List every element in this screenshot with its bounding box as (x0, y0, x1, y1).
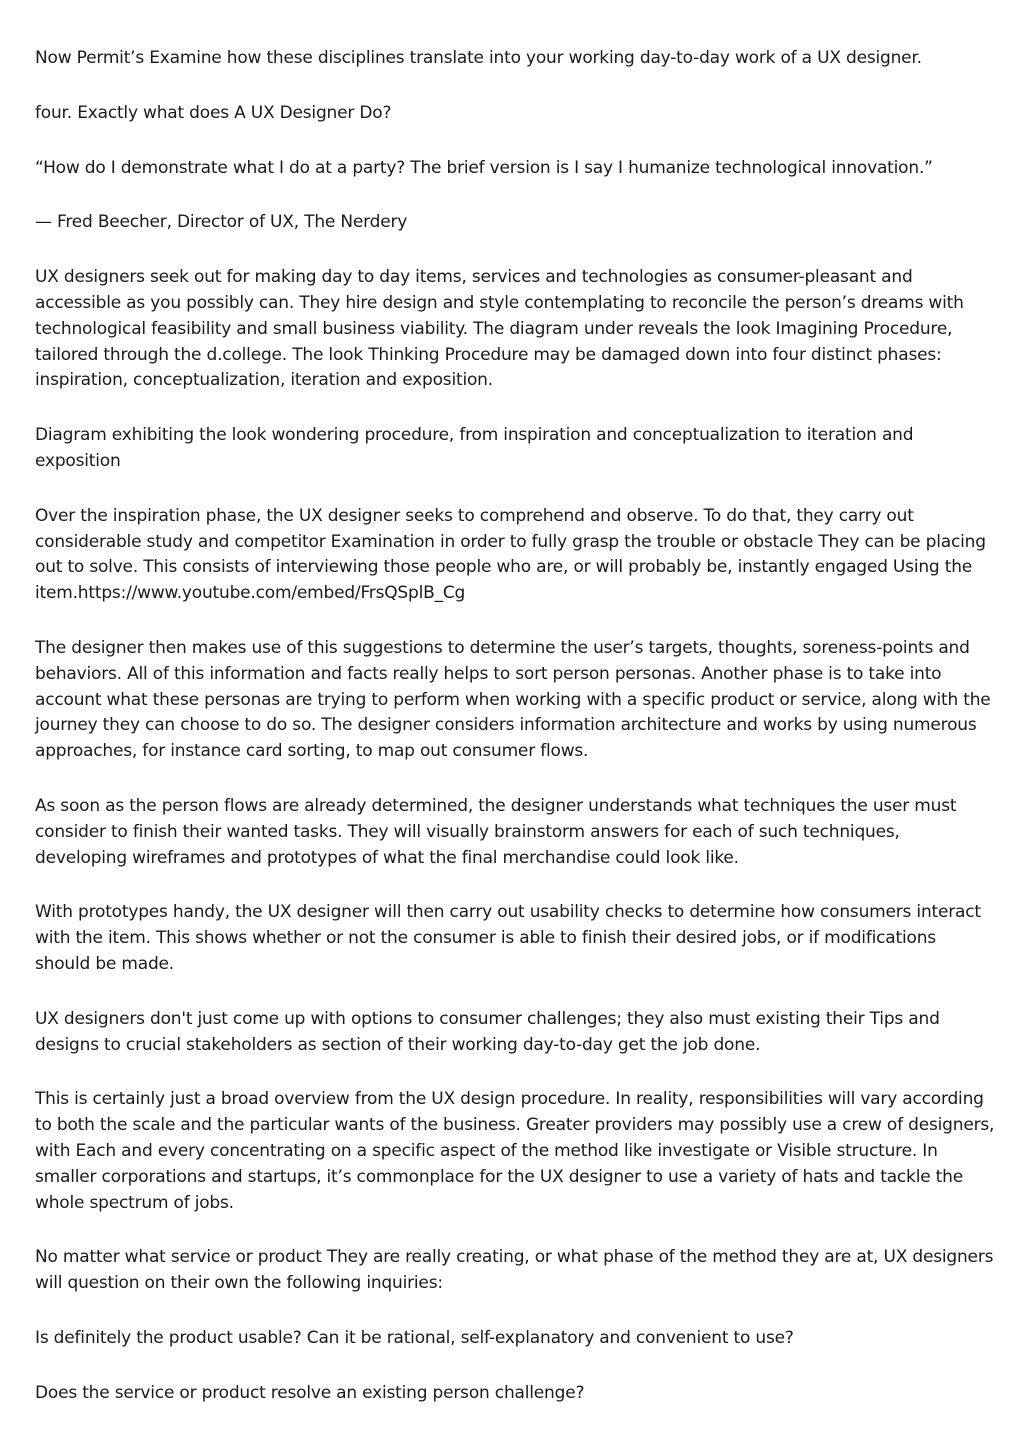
paragraph-overview: This is certainly just a broad overview from the UX design procedure. In reality, responsibilities will vary according to both the scale and the particular wants of the business. Greater providers may possibly use a crew of designers, with Each and every concentrating on a specific aspect of the method like investigate or Visible structure. In smaller corporations and startups, it’s commonplace for the UX designer to use a variety of hats and tackle the whole spectrum of jobs. (35, 1089, 995, 1213)
quote-attribution: — Fred Beecher, Director of UX, The Nerdery (35, 212, 408, 233)
document-body (35, 46, 995, 1435)
paragraph-inspiration: Over the inspiration phase, the UX designer seeks to comprehend and observe. To do that, they carry out considerable study and competitor Examination in order to fully grasp the trouble or obstacle They can be placing out to solve. This consists of interviewing those people who are, or will probably be, instantly engaged Using the item.https://www.youtube.com/embed/FrsQSplB_Cg (35, 505, 986, 604)
paragraph-user-flows: As soon as the person flows are already determined, the designer understands what techniques the user must consider to finish their wanted tasks. They will visually brainstorm answers for each of such techniques, developing wireframes and prototypes of what the final merchandise could look like. (35, 795, 957, 868)
paragraph-usability: With prototypes handy, the UX designer will then carry out usability checks to determine how consumers interact with the item. This shows whether or not the consumer is able to finish their desired jobs, or if modifications should be made. (35, 902, 981, 974)
question-usable: Is definitely the product usable? Can it be rational, self-explanatory and convenient to use? (35, 1327, 794, 1348)
paragraph-intro: Now Permit’s Examine how these disciplines translate into your working day-to-day work of a UX designer. (35, 48, 922, 68)
paragraph-personas: The designer then makes use of this suggestions to determine the user’s targets, thoughts, soreness-points and behaviors. All of this information and facts really helps to sort person personas. Another phase is to take into account what these personas are trying to perform when working with a specific product or service, along with the journey they can choose to do so. The designer considers information architecture and works by using numerous approaches, for instance card sorting, to map out consumer flows. (35, 637, 991, 762)
diagram-caption: Diagram exhibiting the look wondering procedure, from inspiration and conceptualization to iteration and exposition (35, 425, 914, 471)
paragraph-questions-intro: No matter what service or product They are really creating, or what phase of the method they are at, UX designers will question on their own the following inquiries: (35, 1247, 994, 1294)
question-problem: Does the service or product resolve an existing person challenge? (35, 1382, 585, 1403)
paragraph-design-thinking: UX designers seek out for making day to day items, services and technologies as consumer-pleasant and accessible as you possibly can. They hire design and style contemplating to reconcile the person’s dreams with technological feasibility and small business viability. The diagram under reveals the look Imagining Procedure, tailored through the d.college. The look Thinking Procedure may be damaged down into four distinct phases: inspiration, conceptualization, iteration and exposition. (35, 267, 964, 391)
section-heading: four. Exactly what does A UX Designer Do? (35, 102, 392, 123)
paragraph-stakeholders: UX designers don't just come up with options to consumer challenges; they also must existing their Tips and designs to crucial stakeholders as section of their working day-to-day get the job done. (35, 1008, 940, 1055)
quote: “How do I demonstrate what I do at a party? The brief version is I say I humanize technological innovation.” (35, 157, 933, 178)
